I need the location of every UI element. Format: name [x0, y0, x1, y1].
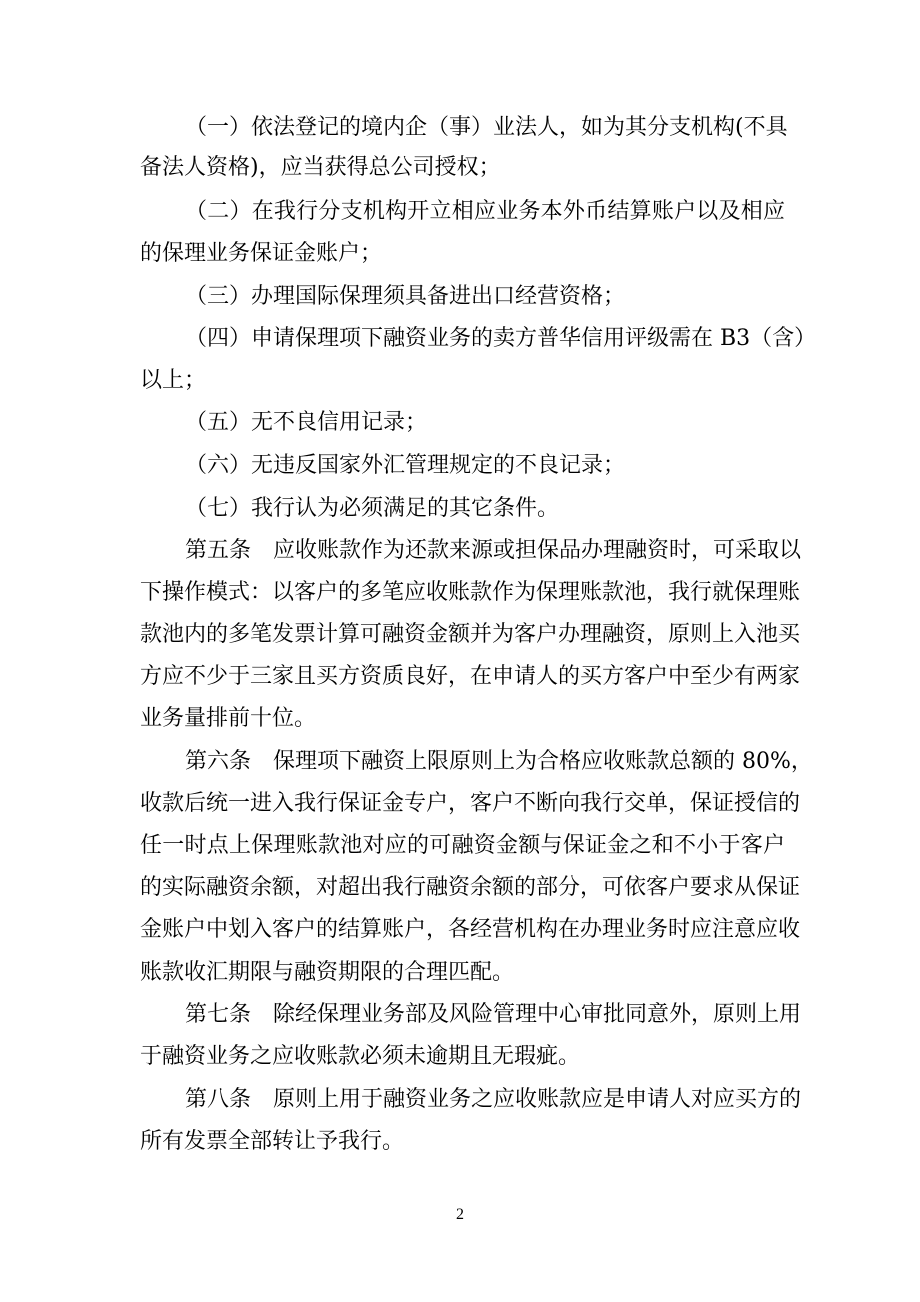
page-number: 2	[456, 1206, 464, 1223]
text-line-3: （二）在我行分支机构开立相应业务本外币结算账户以及相应	[185, 199, 785, 224]
text-line-5: （三）办理国际保理须具备进出口经营资格；	[185, 284, 626, 309]
text-line-1: （一）依法登记的境内企（事）业法人，如为其分支机构(不具	[185, 115, 788, 140]
text-line-13: 款池内的多笔发票计算可融资金额并为客户办理融资，原则上入池买	[140, 622, 801, 647]
text-line-6: （四）申请保理项下融资业务的卖方普华信用评级需在 B3（含）	[185, 326, 817, 351]
text-line-2: 备法人资格)，应当获得总公司授权；	[140, 155, 501, 180]
text-line-17: 收款后统一进入我行保证金专户，客户不断向我行交单，保证授信的	[140, 791, 801, 816]
text-line-21: 账款收汇期限与融资期限的合理匹配。	[140, 960, 515, 985]
text-line-8: （五）无不良信用记录；	[185, 410, 428, 435]
text-line-16: 第六条 保理项下融资上限原则上为合格应收账款总额的 80%，	[185, 749, 813, 774]
text-line-22: 第七条 除经保理业务部及风险管理中心审批同意外，原则上用	[185, 1002, 802, 1027]
text-line-23: 于融资业务之应收账款必须未逾期且无瑕疵。	[140, 1044, 581, 1069]
text-line-10: （七）我行认为必须满足的其它条件。	[185, 496, 560, 521]
text-line-9: （六）无违反国家外汇管理规定的不良记录；	[185, 453, 626, 478]
text-line-25: 所有发票全部转让予我行。	[140, 1129, 405, 1154]
text-line-12: 下操作模式：以客户的多笔应收账款作为保理账款池，我行就保理账	[140, 580, 801, 605]
text-line-7: 以上；	[140, 368, 207, 393]
text-line-18: 任一时点上保理账款池对应的可融资金额与保证金之和不小于客户	[140, 833, 785, 858]
text-line-24: 第八条 原则上用于融资业务之应收账款应是申请人对应买方的	[185, 1087, 802, 1112]
text-line-15: 业务量排前十位。	[140, 706, 317, 731]
text-line-4: 的保理业务保证金账户；	[140, 241, 383, 266]
text-line-11: 第五条 应收账款作为还款来源或担保品办理融资时，可采取以	[185, 538, 802, 563]
text-line-19: 的实际融资余额，对超出我行融资余额的部分，可依客户要求从保证	[140, 875, 801, 900]
text-line-20: 金账户中划入客户的结算账户，各经营机构在办理业务时应注意应收	[140, 917, 801, 942]
text-line-14: 方应不少于三家且买方资质良好，在申请人的买方客户中至少有两家	[140, 664, 801, 689]
